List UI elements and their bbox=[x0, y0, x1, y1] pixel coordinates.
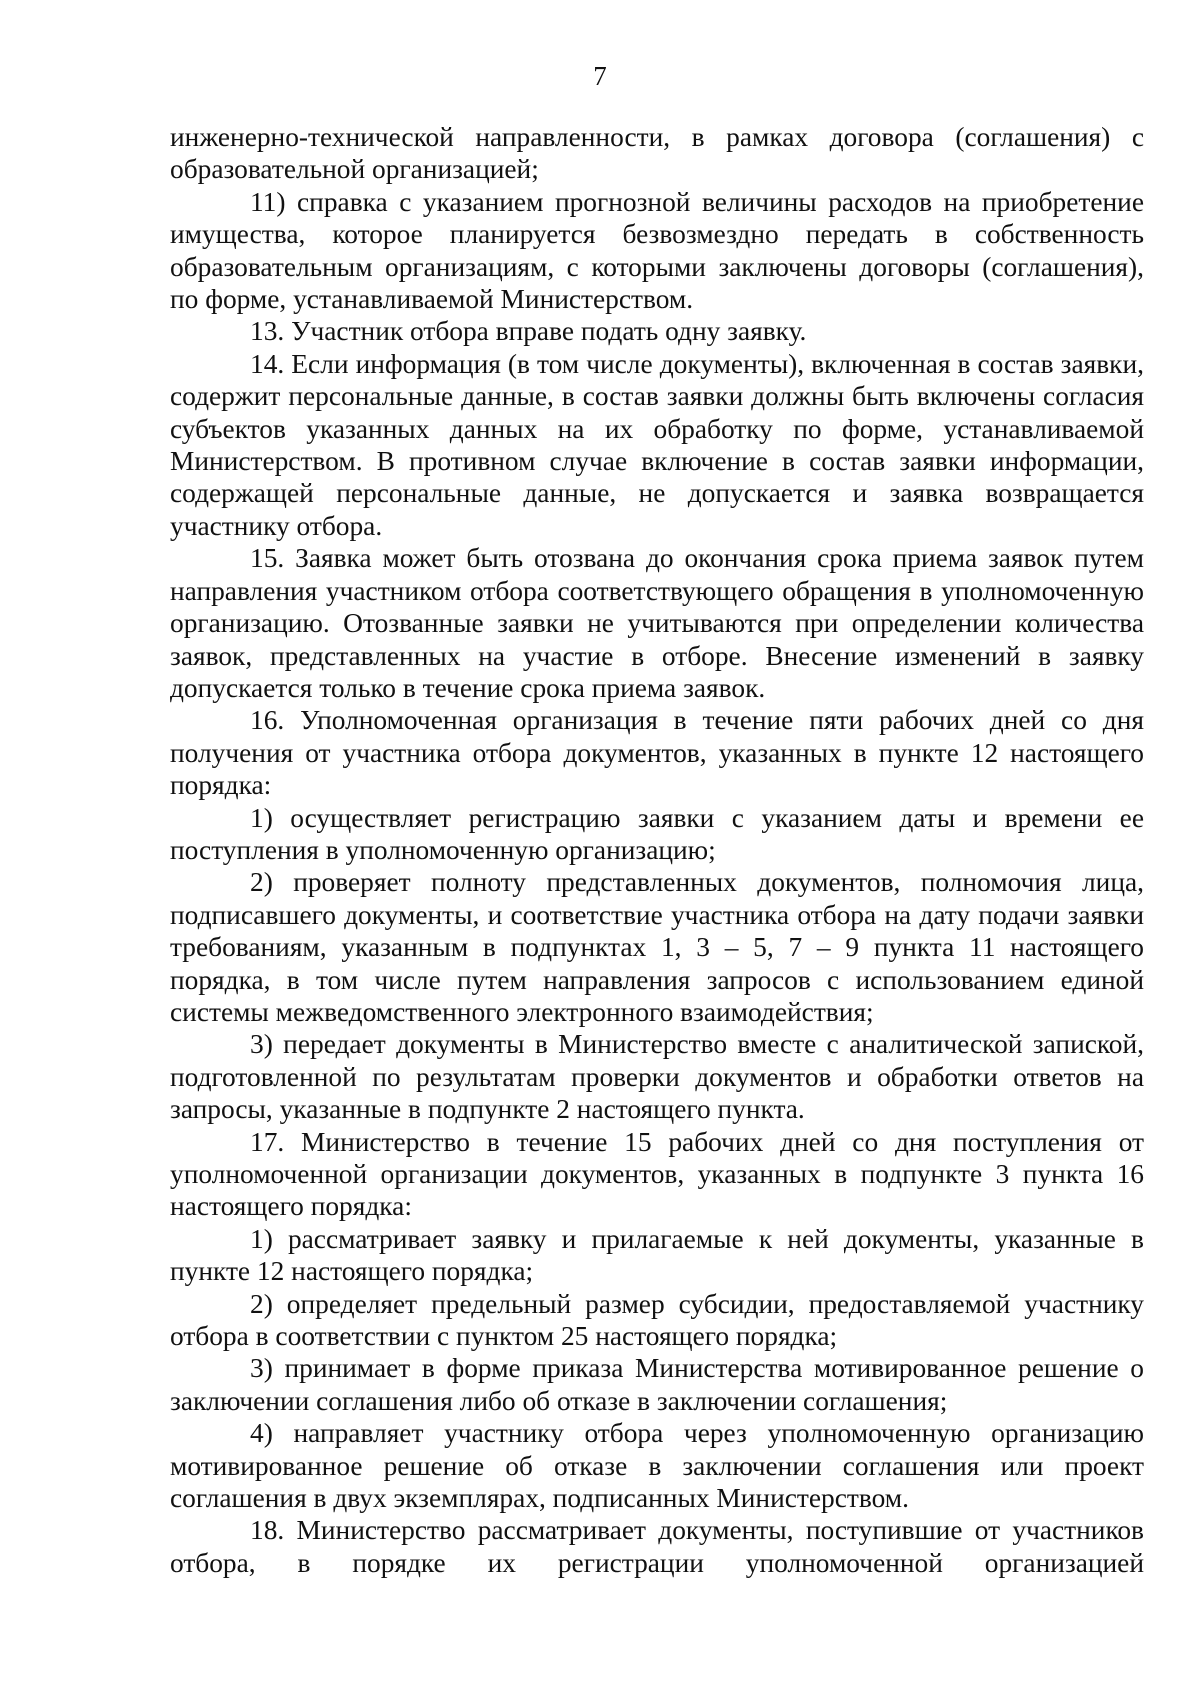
document-body bbox=[170, 121, 1144, 1579]
paragraph: 18. Министерство рассматривает документы, поступившие от участников отбора, в порядке их регистрации уполномоченной организацией bbox=[170, 1515, 1144, 1578]
paragraph: 13. Участник отбора вправе подать одну заявку. bbox=[250, 316, 807, 347]
paragraph: 11) справка с указанием прогнозной величины расходов на приобретение имущества, которое планируется безвозмездно передать в собственность образовательным организациям, с которыми заключены договоры (соглашения), по форме, устанавливаемой Министерством. bbox=[170, 186, 1144, 315]
paragraph: 3) принимает в форме приказа Министерства мотивированное решение о заключении соглашения либо об отказе в заключении соглашения; bbox=[170, 1353, 1144, 1416]
page-number: 7 bbox=[593, 61, 607, 91]
paragraph: 15. Заявка может быть отозвана до окончания срока приема заявок путем направления участником отбора соответствующего обращения в уполномоченную организацию. Отозванные заявки не учитываются при определении количества заявок, представленных на участие в отборе. Внесение изменений в заявку допускается только в течение срока приема заявок. bbox=[170, 543, 1144, 703]
paragraph: 17. Министерство в течение 15 рабочих дней со дня поступления от уполномоченной организации документов, указанных в подпункте 3 пункта 16 настоящего порядка: bbox=[170, 1126, 1144, 1222]
paragraph: 1) рассматривает заявку и прилагаемые к ней документы, указанные в пункте 12 настоящего порядка; bbox=[170, 1223, 1144, 1287]
paragraph: 16. Уполномоченная организация в течение пяти рабочих дней со дня получения от участника отбора документов, указанных в пункте 12 настоящего порядка: bbox=[170, 705, 1144, 801]
paragraph: 14. Если информация (в том числе документы), включенная в состав заявки, содержит персональные данные, в состав заявки должны быть включены согласия субъектов указанных данных на их обработку по форме, устанавливаемой Министерством. В противном случае включение в состав заявки информации, содержащей персональные данные, не допускается и заявка возвращается участнику отбора. bbox=[170, 348, 1144, 541]
paragraph: 2) определяет предельный размер субсидии, предоставляемой участнику отбора в соответствии с пунктом 25 настоящего порядка; bbox=[170, 1288, 1144, 1352]
paragraph: 4) направляет участнику отбора через уполномоченную организацию мотивированное решение об отказе в заключении соглашения или проект соглашения в двух экземплярах, подписанных Министерством. bbox=[170, 1418, 1144, 1514]
paragraph: 1) осуществляет регистрацию заявки с указанием даты и времени ее поступления в уполномоченную организацию; bbox=[170, 802, 1144, 865]
paragraph: 3) передает документы в Министерство вместе с аналитической запиской, подготовленной по результатам проверки документов и обработки ответов на запросы, указанные в подпункте 2 настоящего пункта. bbox=[170, 1029, 1144, 1125]
paragraph: 2) проверяет полноту представленных документов, полномочия лица, подписавшего документы, и соответствие участника отбора на дату подачи заявки требованиям, указанным в подпунктах 1, 3 – 5, 7 – 9 пункта 11 настоящего порядка, в том числе путем направления запросов с использованием единой системы межведомственного электронного взаимодействия; bbox=[170, 867, 1144, 1027]
paragraph: инженерно-технической направленности, в рамках договора (соглашения) с образовательной организацией; bbox=[170, 122, 1144, 185]
